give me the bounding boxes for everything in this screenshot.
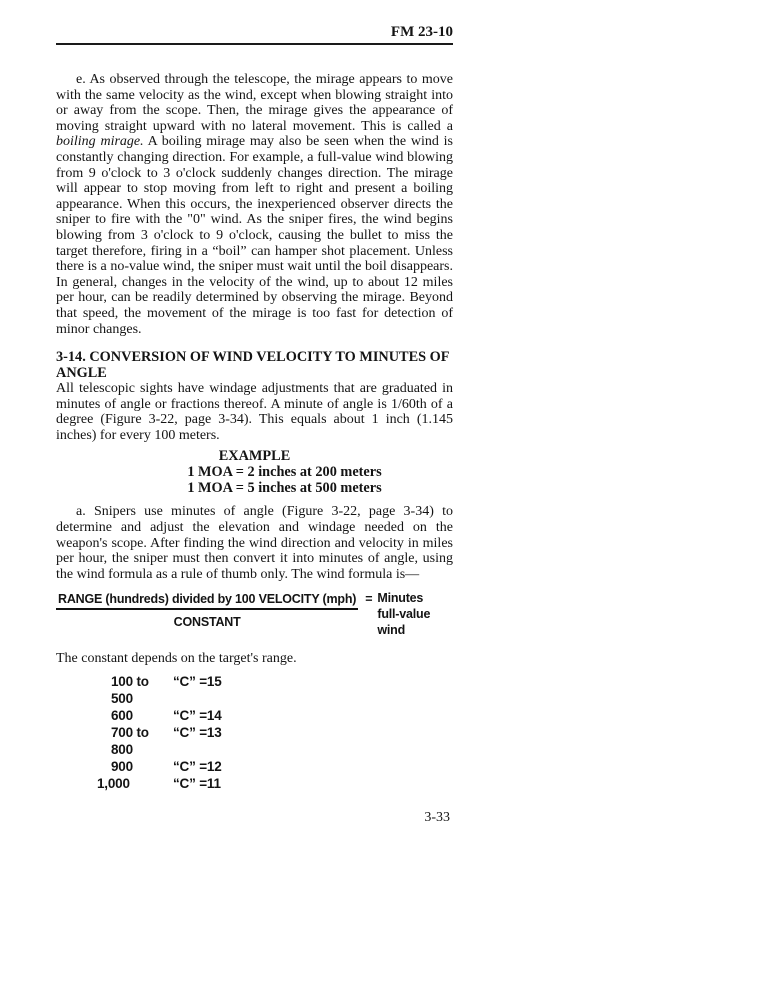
formula-numerator: RANGE (hundreds) divided by 100 VELOCITY (mph) xyxy=(56,591,358,610)
range-cell: 700 to 800 xyxy=(111,725,149,758)
manual-code: FM 23-10 xyxy=(390,24,453,40)
constant-cell: “C” =14 xyxy=(173,708,222,724)
table-row xyxy=(111,673,453,707)
paragraph-a: a. Snipers use minutes of angle (Figure 3-22, page 3-34) to determine and adjust the elevation and windage needed on the weapon's scope. After finding the wind direction and velocity in miles per hour, the sniper must then convert it into minutes of angle, using the wind formula as a rule of thumb only. The wind formula is— xyxy=(56,504,453,582)
equals-sign: = xyxy=(365,592,373,607)
result-line-minutes: Minutes xyxy=(377,591,424,606)
formula-result-block xyxy=(365,591,430,638)
example-line-1: 1 MOA = 2 inches at 200 meters xyxy=(187,464,382,481)
constant-cell: “C” =12 xyxy=(173,759,222,775)
range-cell: 100 to 500 xyxy=(111,674,149,707)
table-row xyxy=(97,775,453,792)
formula-denominator: CONSTANT xyxy=(173,615,241,630)
result-line-full-value: full-value xyxy=(377,607,431,622)
section-3-14-body: All telescopic sights have windage adjustments that are graduated in minutes of angle or fractions thereof. A minute of angle is 1/60th of a degree (Figure 3-22, page 3-34). This equals about 1 inch (1.145 inches) for every 100 meters. xyxy=(56,381,453,443)
range-cell: 600 xyxy=(111,708,133,724)
italic-term-boiling-mirage: boiling mirage. xyxy=(56,134,144,150)
range-cell: 900 xyxy=(111,759,133,775)
constant-note: The constant depends on the target's range. xyxy=(56,650,297,666)
paragraph-e-text: e. As observed through the telescope, the mirage appears to move with the same velocity as the wind, except when blowing straight into or away from the scope. Then, the mirage gives the appearance of moving straight upward with no lateral movement. This is called a xyxy=(56,72,453,134)
page-number: 3-33 xyxy=(424,810,450,826)
formula-fraction xyxy=(56,591,358,630)
page-footer xyxy=(56,810,453,826)
constant-cell: “C” =13 xyxy=(173,725,222,741)
example-lines xyxy=(86,464,483,496)
range-cell: 1,000 xyxy=(97,776,130,792)
constant-cell: “C” =11 xyxy=(173,776,221,792)
table-row xyxy=(111,758,453,775)
table-row xyxy=(111,707,453,724)
constants-table xyxy=(97,673,453,792)
paragraph-e-text-continued: A boiling mirage may also be seen when the wind is constantly changing direction. For example, a full-value wind blowing from 9 o'clock to 3 o'clock suddenly changes direction. The mirage will appear to stop moving from left to right and present a boiling appearance. When this occurs, the inexperienced observer directs the sniper to fire with the "0" wind. As the sniper fires, the wind begins blowing from 3 o'clock to 9 o'clock, causing the bullet to miss the target therefore, firing in a “boil” can hamper shot placement. Unless there is a no-value wind, the sniper must wait until the boil disappears. In general, changes in the velocity of the wind, up to about 12 miles per hour, can be readily determined by observing the mirage. Beyond that speed, the movement of the mirage is too fast for detection of minor changes. xyxy=(56,134,453,337)
section-3-14-heading: 3-14. CONVERSION OF WIND VELOCITY TO MINUTES OF ANGLE xyxy=(56,349,449,382)
result-line-wind: wind xyxy=(377,623,406,638)
example-block xyxy=(56,448,453,496)
paragraph-e xyxy=(56,72,453,337)
example-line-2: 1 MOA = 5 inches at 500 meters xyxy=(187,480,382,497)
table-row xyxy=(111,724,453,758)
text-column xyxy=(56,0,453,826)
example-title: EXAMPLE xyxy=(218,448,291,465)
formula-result xyxy=(377,591,430,638)
wind-formula xyxy=(56,591,453,638)
page-header xyxy=(56,0,453,45)
constant-cell: “C” =15 xyxy=(173,674,222,690)
